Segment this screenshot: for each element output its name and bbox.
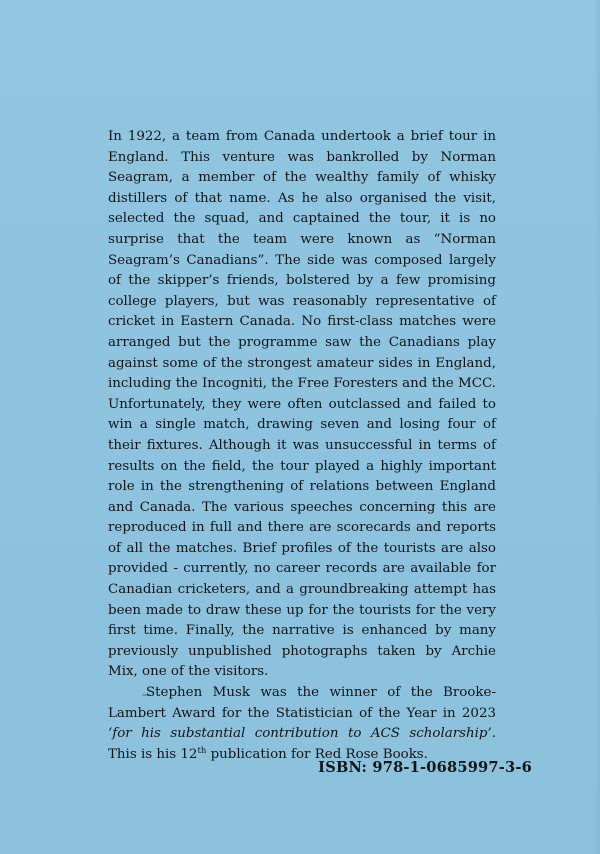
blurb-text	[108, 127, 496, 765]
author-text-tail: publication for Red Rose Books.	[206, 746, 428, 762]
award-citation: ‘for his substantial contribution to ACS scholarship’	[108, 726, 492, 742]
author-text-mid: . This is his 12	[108, 726, 496, 762]
page-edge-shadow	[594, 0, 600, 854]
ordinal-suffix: th	[197, 745, 207, 756]
isbn-label: ISBN: 978-1-0685997-3-6	[318, 759, 532, 776]
blurb-paragraph-author	[108, 683, 496, 765]
author-text-lead: Stephen Musk was the winner of the Brooke-Lambert Award for the Statistician of the Year in 2023	[108, 685, 496, 721]
blurb-paragraph-tour: In 1922, a team from Canada undertook a brief tour in England. This venture was bankrolled by Norman Seagram, a member of the wealthy family of whisky distillers of that name. As he also organised the visit, selected the squad, and captained the tour, it is no surprise that the team were known as “Norman Seagram’s Canadians”. The side was composed largely of the skipper’s friends, bolstered by a few promising college players, but was reasonably representative of cricket in Eastern Canada. No first-class matches were arranged but the programme saw the Canadians play against some of the strongest amateur sides in England, including the Incogniti, the Free Foresters and the MCC. Unfortunately, they were often outclassed and failed to win a single match, drawing seven and losing four of their fixtures. Although it was unsuccessful in terms of results on the field, the tour played a highly important role in the strengthening of relations between England and Canada. The various speeches concerning this are reproduced in full and there are scorecards and reports of all the matches. Brief profiles of the tourists are also provided - currently, no career records are available for Canadian cricketers, and a groundbreaking attempt has been made to draw these up for the tourists for the very first time. Finally, the narrative is enhanced by many previously unpublished photographs taken by Archie Mix, one of the visitors.	[108, 129, 496, 680]
print-speck	[142, 694, 151, 696]
